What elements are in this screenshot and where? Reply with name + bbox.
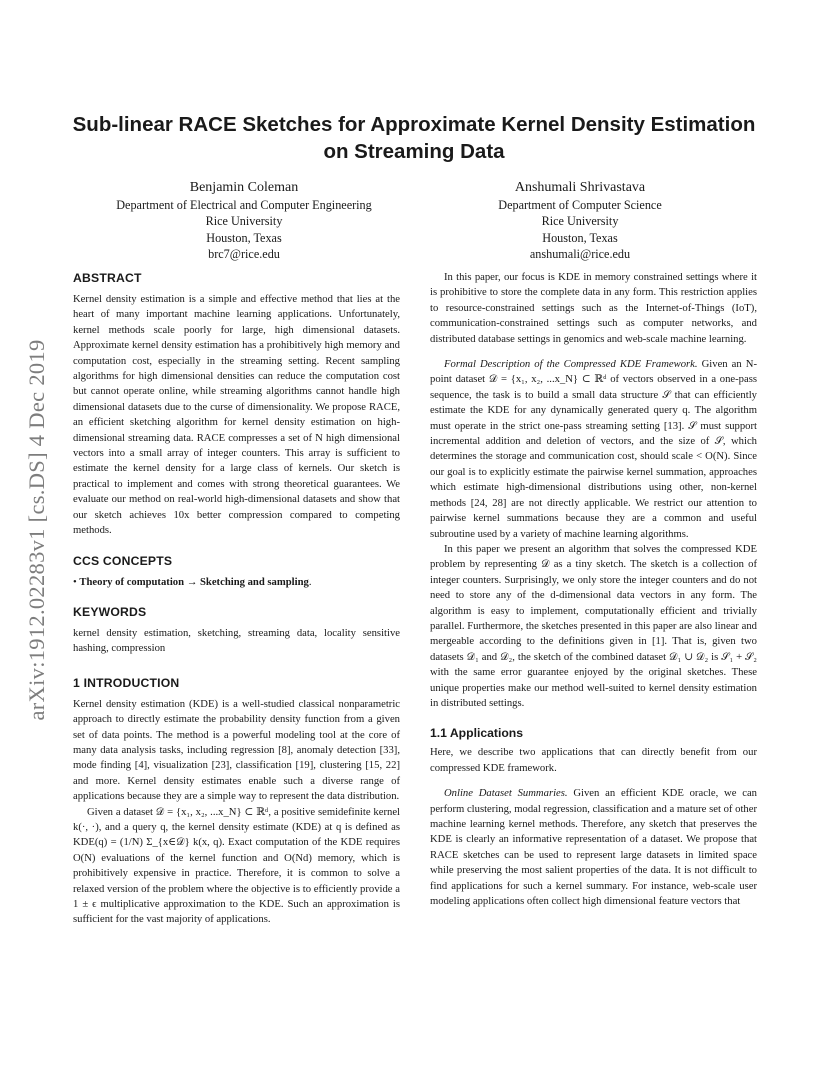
keywords-text: kernel density estimation, sketching, streaming data, locality sensitive hashing, compression: [73, 627, 400, 655]
algorithm-paragraph: In this paper we present an algorithm that solves the compressed KDE problem by representing 𝒟 as a tiny sketch. The sketch is a collection of integer counters. Surprisingly, we only store the integer counters and do not need to store any of the d-dimensional data vectors in any form. The algorithm is easy to implement, computationally efficient and trivially parallel. Furthermore, the sketches presented in this paper are also linear and mergeable according to the definitions given in [1]. That is, given two datasets 𝒟₁ and 𝒟₂, the sketch of the combined dataset 𝒟₁ ∪ 𝒟₂ is 𝒮₁ + 𝒮₂ with the same error guarantee enjoyed by the original sketches. These unique properties make our method well-suited to kernel density estimation in distributed settings.: [430, 543, 757, 709]
left-column: [73, 270, 400, 928]
ccs-concept: Theory of computation → Sketching and sampling: [79, 576, 309, 588]
author-city: Houston, Texas: [542, 230, 618, 245]
ccs-concepts: [73, 575, 400, 590]
author-email[interactable]: brc7@rice.edu: [208, 247, 280, 262]
arxiv-identifier[interactable]: arXiv:1912.02283v1 [cs.DS] 4 Dec 2019: [24, 339, 49, 721]
author-department: Department of Computer Science: [498, 198, 662, 212]
ccs-bullet: •: [73, 576, 77, 588]
formal-description-paragraph: [430, 357, 757, 542]
author-university: Rice University: [205, 214, 283, 229]
keywords-heading: KEYWORDS: [73, 604, 147, 619]
ccs-period: .: [308, 576, 312, 588]
right-column: [430, 270, 757, 909]
author-university: Rice University: [541, 214, 619, 229]
abstract-heading: ABSTRACT: [73, 271, 142, 285]
applications-heading: 1.1 Applications: [430, 726, 524, 741]
online-summaries-heading: Online Dataset Summaries.: [444, 788, 568, 800]
applications-intro: Here, we describe two applications that can directly benefit from our compressed KDE framework.: [430, 747, 757, 774]
author-block-2: [420, 178, 740, 263]
formal-description-heading: Formal Description of the Compressed KDE Framework.: [444, 359, 698, 371]
author-city: Houston, Texas: [206, 230, 282, 245]
arxiv-sidebar: [22, 290, 52, 770]
online-summaries-text: Given an efficient KDE oracle, we can perform clustering, modal regression, classification and a mature set of other machine learning kernel methods. Therefore, any sketch that preserves the KDE is clearly an informative representation of a dataset. We propose that RACE sketches can be used to represent large datasets in limited space while preserving the most salient properties of the data. It is not difficult to find applications for such a kernel summary. For instance, web-scale user modeling applications often collect high dimensional feature vectors that: [430, 788, 757, 908]
abstract-text: Kernel density estimation is a simple and effective method that lies at the heart of many important machine learning applications. Unfortunately, kernel methods scale poorly for large, high dimensional datasets. Approximate kernel density estimation has a prohibitively high memory and computation cost, especially in the streaming setting. Recent sampling algorithms for high dimensional densities can reduce the computation cost but cannot operate online, while streaming algorithms cannot handle high dimensional datasets due to the curse of dimensionality. We propose RACE, an efficient sketching algorithm for kernel density estimation on high-dimensional streaming data. RACE compresses a set of N high dimensional vectors into a small array of integer counters. This array is sufficient to estimate the kernel density for a large class of kernels. Our sketch is practical to implement and comes with strong theoretical guarantees. We evaluate our method on real-world high-dimensional datasets and show that our sketch achieves 10x better compression compared to competing methods.: [73, 294, 400, 537]
author-department: Department of Electrical and Computer Engineering: [116, 198, 372, 212]
author-block-1: [84, 178, 404, 263]
author-name: Anshumali Shrivastava: [514, 180, 646, 195]
focus-paragraph: In this paper, our focus is KDE in memory constrained settings where it is prohibitive to store the complete data in any form. This restriction applies to resource-constrained settings such as the Internet-of-Things (IoT), communication-constrained settings such as computer networks, and distributed database settings in genomics and web-scale machine learning.: [430, 272, 757, 345]
ccs-heading: CCS CONCEPTS: [73, 553, 173, 568]
intro-paragraph-2: Given a dataset 𝒟 = {x₁, x₂, ...x_N} ⊂ ℝᵈ, a positive semidefinite kernel k(·, ·), and a query q, the kernel density estimate (KDE) at q is defined as KDE(q) = (1/N) Σ_{x∈𝒟} k(x, q). Exact computation of the KDE requires O(N) evaluations of the kernel function and O(Nd) memory, which is prohibitively expensive in practice. Therefore, it is common to solve a relaxed version of the problem where the objective is to efficiently provide a 1 ± ϵ multiplicative approximation to the KDE. Such an approximation is sufficient for the vast majority of applications.: [73, 806, 400, 926]
formal-description-text: Given an N-point dataset 𝒟 = {x₁, x₂, ...x_N} ⊂ ℝᵈ of vectors observed in a one-pass sequence, the task is to build a small data structure 𝒮 that can efficiently estimate the KDE for any dynamically generated query q. The algorithm must operate in the strict one-pass streaming setting [13]. 𝒮 must support incremental addition and deletion of vectors, and the size of 𝒮, which determines the storage and communication cost, should scale < O(N). Since our goal is to explicitly estimate the pairwise kernel summation, approaches which estimate high-dimensional distributions using other, non-kernel methods [24, 28] are not directly applicable. We restrict our attention to pairwise kernel summations because they are a common and useful subroutine used by a variety of machine learning algorithms.: [430, 359, 757, 540]
author-email[interactable]: anshumali@rice.edu: [529, 247, 631, 262]
introduction-heading: 1 INTRODUCTION: [73, 675, 180, 690]
intro-paragraph-1: Kernel density estimation (KDE) is a well-studied classical nonparametric approach to directly estimate the probability density function from a given set of data points. The method is a powerful modeling tool at the core of many data analysis tasks, including regression [8], anomaly detection [33], mode finding [4], visualization [23], classification [19], clustering [15, 22] and more. Kernel density estimates enable such a diverse range of applications because they are a simple way to represent the data distribution.: [73, 698, 400, 803]
author-name: Benjamin Coleman: [189, 180, 299, 195]
paper-title: Sub-linear RACE Sketches for Approximate Kernel Density Estimation on Streaming Data: [72, 113, 756, 163]
online-summaries-paragraph: [430, 786, 757, 909]
